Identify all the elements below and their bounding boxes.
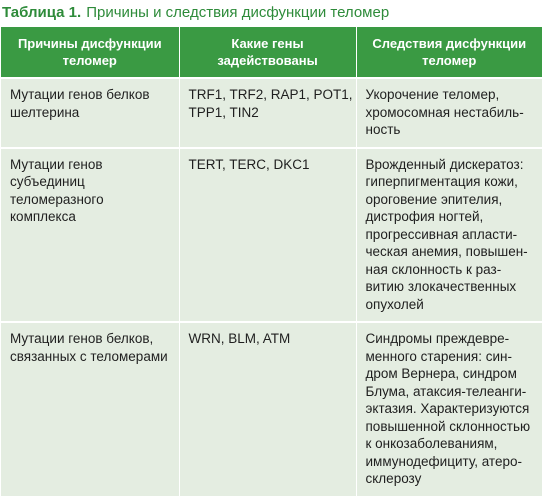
cell-line: эктазия. Характеризуются: [365, 401, 530, 416]
cell-line: ность: [365, 122, 401, 137]
cell-line: шелтерина: [10, 104, 80, 120]
cell-line: Синдромы преждевре-: [365, 331, 510, 346]
cell-line: хромосомная нестабиль-: [365, 104, 524, 120]
cell-line: Врожденный дискератоз:: [365, 156, 524, 172]
header-line: Причины дисфункции: [17, 36, 162, 51]
cell-genes: [179, 322, 356, 496]
cell-line: Блума, атаксия-телеанги-: [365, 383, 527, 399]
cell-line: повышенной склонностью: [365, 418, 531, 434]
header-line: теломер: [422, 53, 477, 68]
table-row: [1, 78, 542, 148]
cell-cause: [1, 322, 179, 496]
cell-line: прогрессивная апласти-: [365, 226, 518, 242]
header-line: задействованы: [217, 53, 318, 68]
header-line: Следствия дисфункции: [372, 36, 527, 51]
header-causes: [1, 27, 179, 78]
cell-effects: [356, 322, 542, 496]
cell-line: гиперпигментация кожи,: [365, 174, 518, 189]
table-caption-text: Причины и следствия дисфункции теломер: [86, 3, 390, 21]
cell-line: дром Вернера, синдром: [365, 366, 517, 381]
table-header: [1, 27, 542, 78]
cell-effects: [356, 148, 542, 323]
table-body: [1, 78, 542, 496]
cell-line: иммунодефициту, атеро-: [365, 453, 522, 469]
cell-line: дистрофия ногтей,: [365, 209, 484, 224]
cell-line: ная склонность к раз-: [365, 261, 502, 277]
cell-line: Мутации генов белков: [10, 87, 150, 102]
cell-genes: [179, 148, 356, 323]
header-line: Какие гены: [231, 36, 304, 51]
cell-line: опухолей: [365, 296, 424, 312]
cell-line: склерозу: [365, 471, 422, 486]
cell-line: TPP1, TIN2: [188, 104, 259, 120]
cell-line: связанных с теломерами: [10, 348, 168, 364]
cell-cause: [1, 78, 179, 148]
cell-line: Мутации генов: [10, 156, 103, 172]
cell-effects: [356, 78, 542, 148]
cell-genes: [179, 78, 356, 148]
cell-line: витию злокачественных: [365, 279, 517, 294]
cell-line: комплекса: [10, 209, 76, 224]
table-row: [1, 148, 542, 323]
cell-line: Укорочение теломер,: [365, 87, 500, 102]
cell-line: Мутации генов белков,: [10, 331, 154, 346]
header-effects: [356, 27, 542, 78]
cell-line: субъединиц: [10, 174, 85, 189]
cell-line: теломеразного: [10, 191, 104, 207]
header-line: теломер: [62, 53, 117, 68]
header-row: [1, 27, 542, 78]
cell-line: TRF1, TRF2, RAP1, POT1,: [188, 87, 353, 102]
cell-line: TERT, TERC, DKC1: [188, 156, 310, 172]
header-genes: [179, 27, 356, 78]
table-caption-label: Таблица 1.: [2, 3, 82, 21]
cell-line: ороговение эпителия,: [365, 191, 503, 207]
cell-line: ческая анемия, повышен-: [365, 244, 528, 259]
cell-line: к онкозаболеваниям,: [365, 436, 498, 451]
table-caption: [0, 0, 542, 24]
cell-line: менного старения: син-: [365, 348, 512, 364]
table-row: [1, 322, 542, 496]
cell-line: WRN, BLM, ATM: [188, 331, 291, 346]
telomere-dysfunction-table: [1, 27, 542, 496]
cell-cause: [1, 148, 179, 323]
